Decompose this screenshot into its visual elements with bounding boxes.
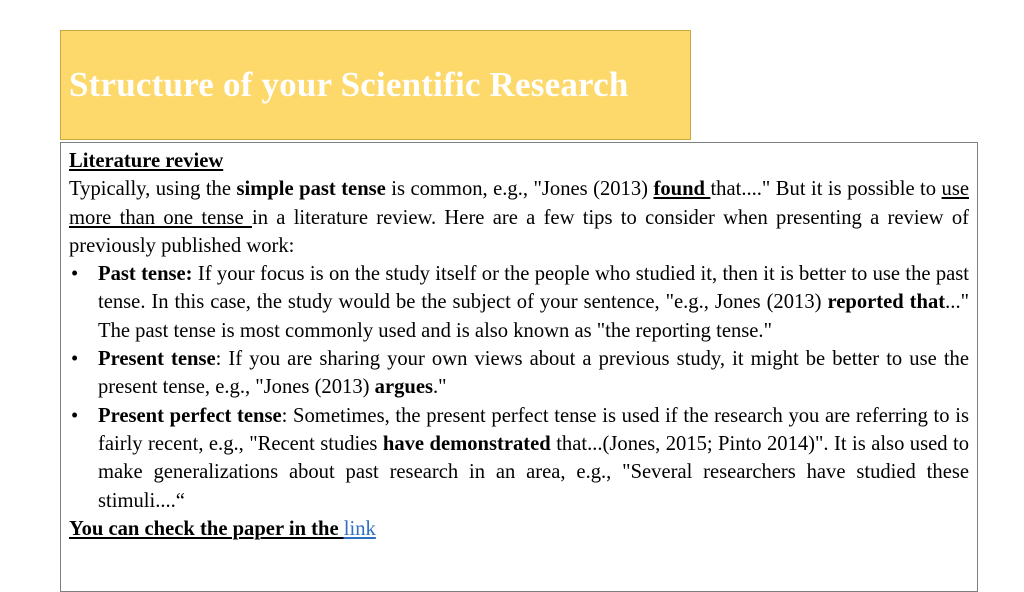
bullet-title: Present perfect tense: [98, 404, 282, 427]
intro-bold-1: simple past tense: [236, 178, 386, 201]
intro-underline-2: use more than one tense: [69, 178, 969, 229]
tense-list: [69, 260, 969, 515]
intro-paragraph: [69, 175, 969, 260]
content-box: [60, 142, 978, 592]
slide-title: Structure of your Scientific Research: [69, 65, 629, 104]
paper-link[interactable]: link: [343, 517, 376, 540]
intro-text-2: is common, e.g., "Jones (2013): [385, 178, 654, 201]
list-item: [69, 402, 969, 515]
bullet-title: Present tense: [98, 348, 216, 371]
bullet-bold: argues: [374, 376, 433, 399]
section-heading: [69, 147, 969, 175]
intro-text-4: in a literature review. Here are a few tips to consider when presenting a review of previously published work:: [69, 206, 969, 257]
intro-text-3: that...." But it is possible to: [710, 178, 942, 201]
bullet-text: that...(Jones, 2015; Pinto 2014)". It is also used to make generalizations about past research in an area, e.g., "Several researchers have studied these stimuli....“: [98, 432, 969, 512]
intro-text-1: Typically, using the: [69, 178, 237, 201]
list-item: [69, 345, 969, 402]
bullet-bold: have demonstrated: [382, 432, 551, 455]
bullet-bold: reported that: [827, 291, 946, 314]
footer-text: You can check the paper in the: [69, 517, 344, 540]
content-text: [69, 147, 969, 543]
bullet-text: : Sometimes, the present perfect tense is used if the research you are referring to is fairly recent, e.g., "Recent studies: [98, 404, 969, 455]
bullet-text: : If you are sharing your own views about a previous study, it might be better to use the present tense, e.g., "Jones (2013): [98, 348, 969, 399]
footer-line: [69, 515, 969, 543]
literature-review-heading: Literature review: [69, 150, 224, 172]
bullet-text: .": [432, 376, 447, 399]
intro-underline-1: found: [653, 178, 711, 201]
slide-title-box: [60, 30, 691, 140]
bullet-icon: •: [71, 348, 79, 371]
bullet-icon: •: [71, 263, 79, 286]
bullet-text: If your focus is on the study itself or the people who studied it, then it is better to use the past tense. In this case, the study would be the subject of your sentence, "e.g., Jones (2013): [98, 263, 969, 314]
bullet-icon: •: [71, 404, 79, 427]
list-item: [69, 260, 969, 345]
bullet-text: ..." The past tense is most commonly used and is also known as "the reporting tense.": [98, 291, 969, 342]
bullet-title: Past tense:: [98, 263, 193, 286]
